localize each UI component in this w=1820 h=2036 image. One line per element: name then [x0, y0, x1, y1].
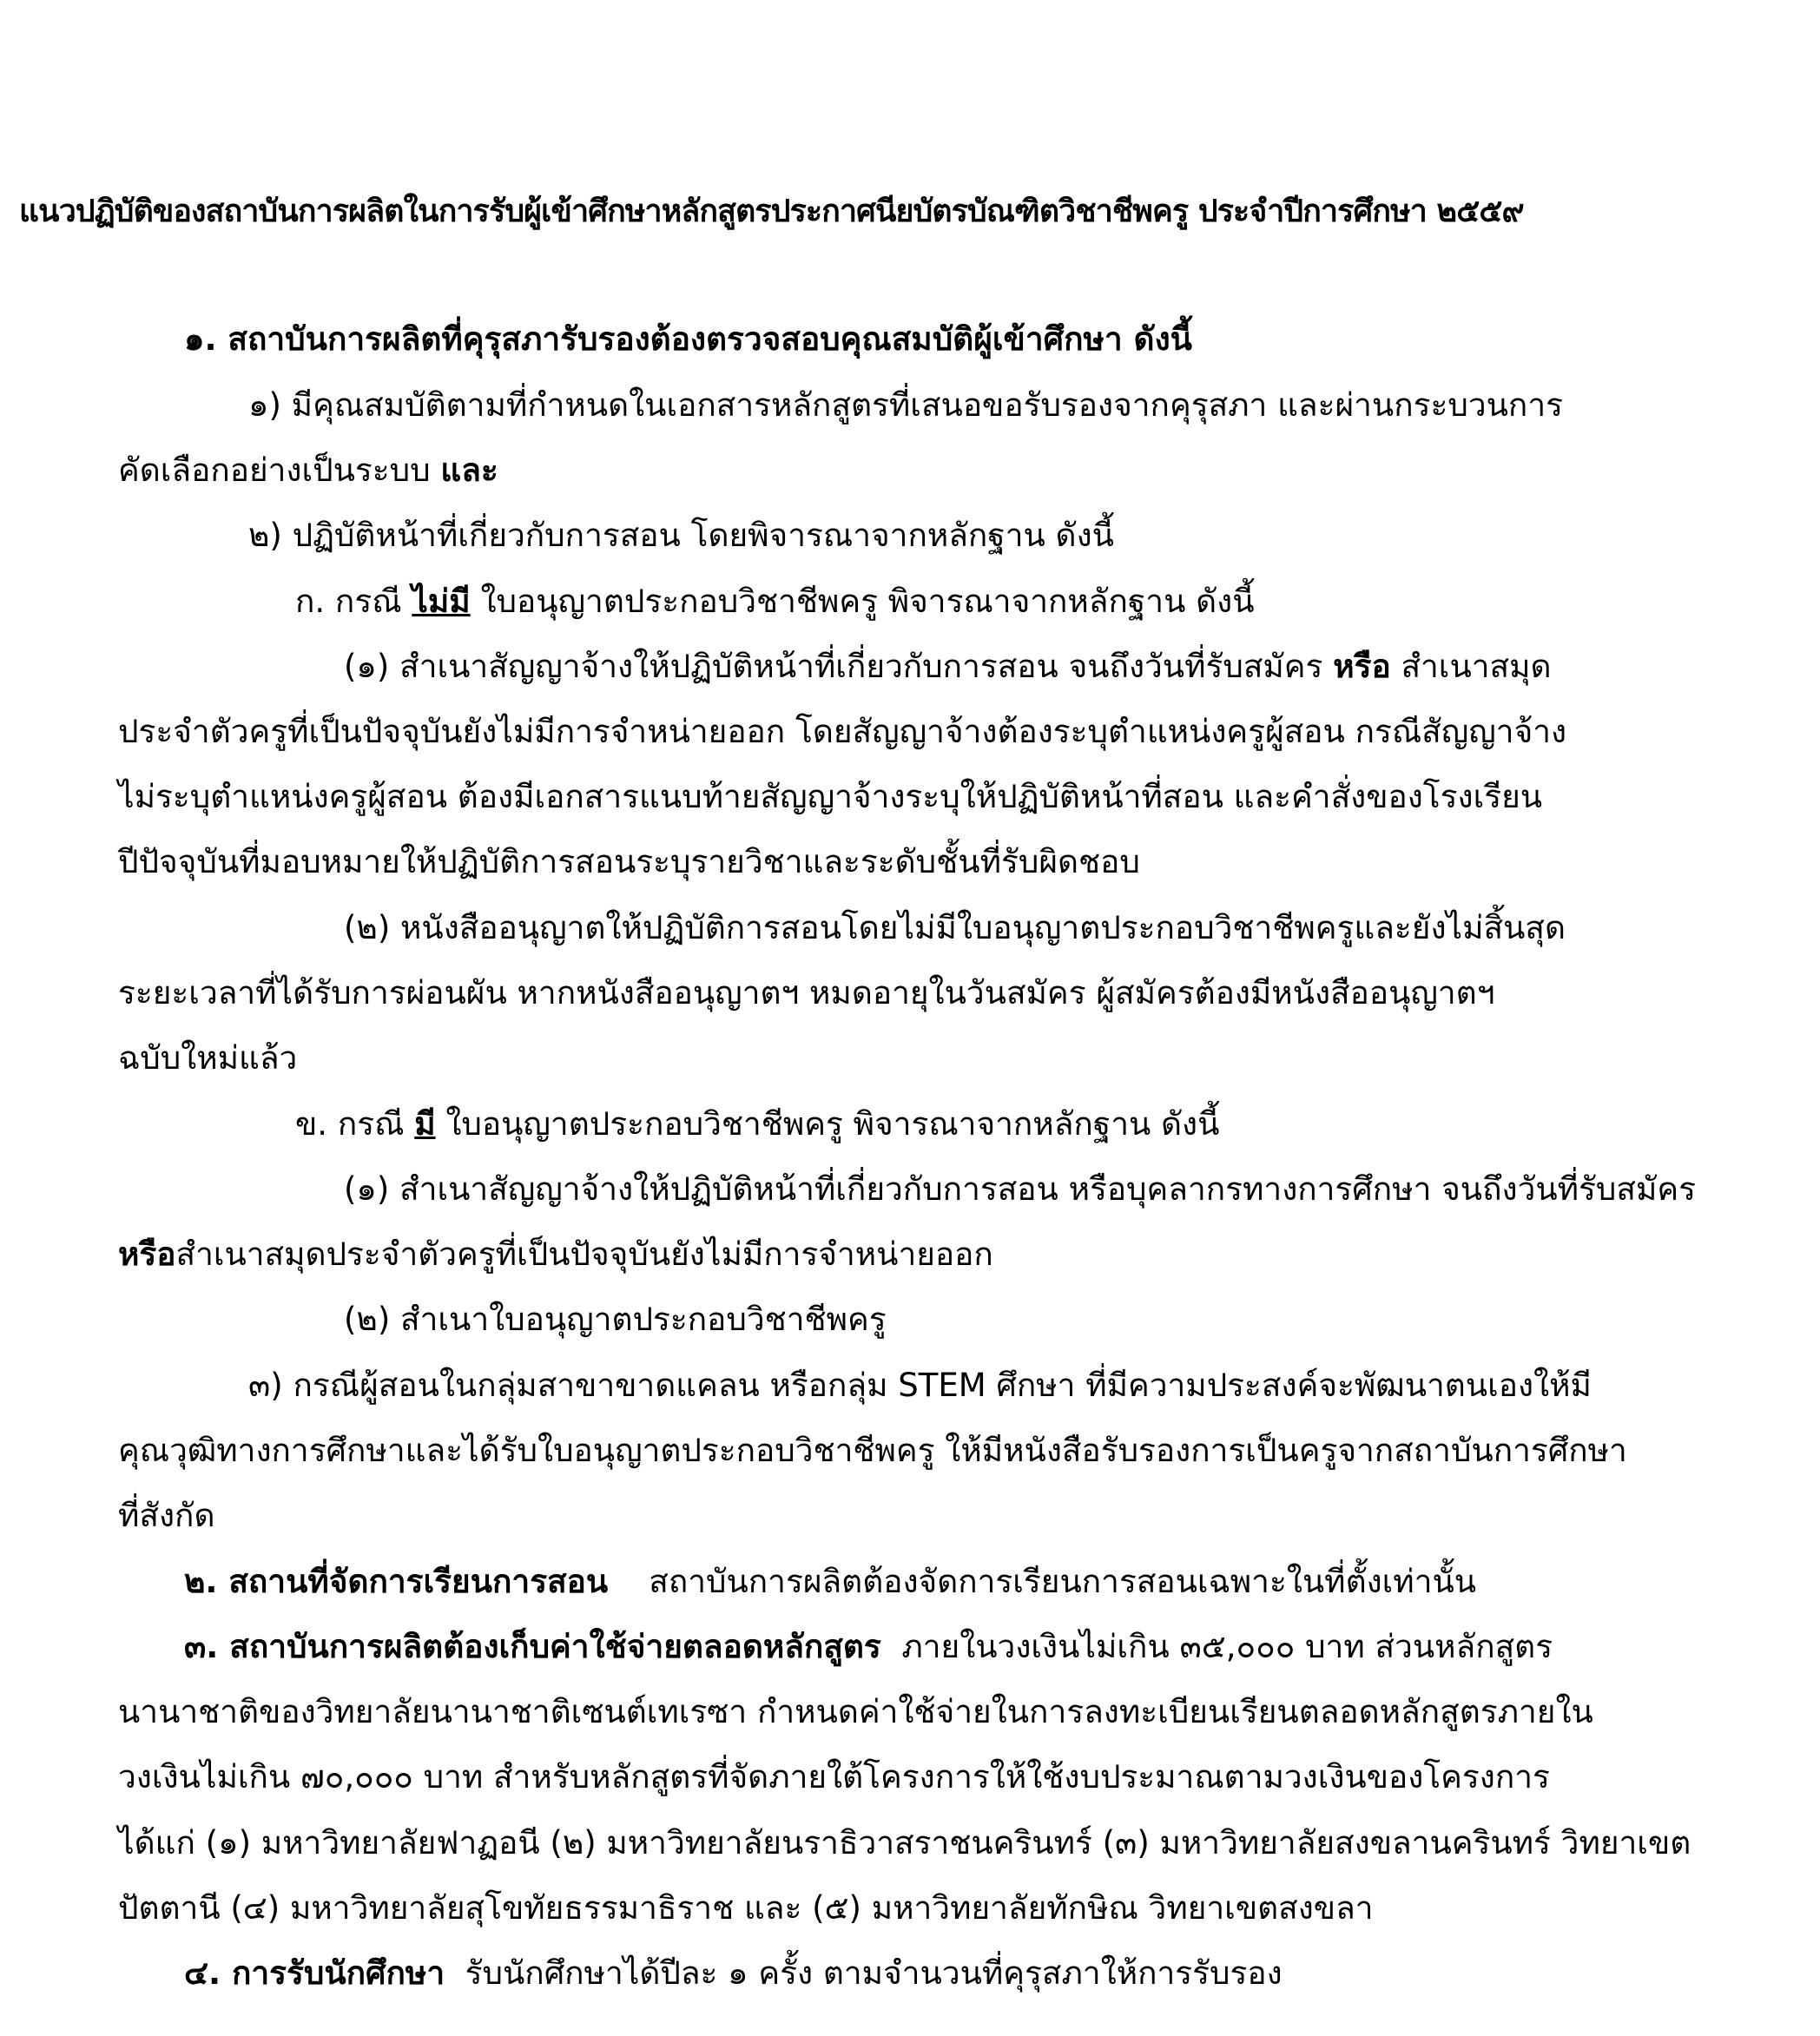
case-kho-1-text: สำเนาสมุดประจำตัวครูที่เป็นปัจจุบันยังไม่มีการจำหน่ายออก — [175, 1235, 993, 1273]
case-ka-suffix: ใบอนุญาตประกอบวิชาชีพครู พิจารณาจากหลักฐาน ดังนี้ — [470, 583, 1255, 620]
case-ka-1-line-1 — [344, 647, 1552, 687]
section-2-body: สถาบันการผลิตต้องจัดการเรียนการสอนเฉพาะในที่ตั้งเท่านั้น — [649, 1563, 1477, 1600]
case-ka-2-line-3: ฉบับใหม่แล้ว — [118, 1039, 298, 1077]
section-2 — [184, 1562, 1476, 1602]
section-3-line-2: นานาชาติของวิทยาลัยนานาชาติเซนต์เทเรซา กำหนดค่าใช้จ่ายในการลงทะเบียนเรียนตลอดหลักสูตรภายใน — [118, 1693, 1593, 1730]
section-4-body: รับนักศึกษาได้ปีละ ๑ ครั้ง ตามจำนวนที่คุรุสภาให้การรับรอง — [465, 1954, 1283, 1992]
section-4-heading: ๔. การรับนักศึกษา — [184, 1954, 445, 1992]
section-1-item-1-text: คัดเลือกอย่างเป็นระบบ — [118, 451, 431, 489]
section-3-text-1: ภายในวงเงินไม่เกิน ๓๕,๐๐๐ บาท ส่วนหลักสูตร — [901, 1628, 1553, 1665]
case-ka-1-text-b: สำเนาสมุด — [1390, 648, 1552, 685]
case-kho-prefix: ข. กรณี — [295, 1105, 415, 1143]
case-ka-prefix: ก. กรณี — [295, 583, 402, 620]
section-1-item-3-line-2: คุณวุฒิทางการศึกษาและได้รับใบอนุญาตประกอบวิชาชีพครู ให้มีหนังสือรับรองการเป็นครูจากสถาบันการศึกษา — [118, 1432, 1627, 1469]
section-3-heading: ๓. สถาบันการผลิตต้องเก็บค่าใช้จ่ายตลอดหลักสูตร — [184, 1628, 881, 1665]
section-1-case-ka — [295, 582, 1255, 622]
case-ka-1-line-2: ประจำตัวครูที่เป็นปัจจุบันยังไม่มีการจำหน่ายออก โดยสัญญาจ้างต้องระบุตำแหน่งครูผู้สอน กรณีสัญญาจ้าง — [118, 713, 1567, 750]
case-kho-suffix: ใบอนุญาตประกอบวิชาชีพครู พิจารณาจากหลักฐาน ดังนี้ — [435, 1105, 1220, 1143]
case-ka-keyword: ไม่มี — [412, 583, 471, 620]
case-kho-1-line-1: (๑) สำเนาสัญญาจ้างให้ปฏิบัติหน้าที่เกี่ยวกับการสอน หรือบุคลากรทางการศึกษา จนถึงวันที่รับสมัคร — [344, 1170, 1696, 1208]
section-3-line-3: วงเงินไม่เกิน ๗๐,๐๐๐ บาท สำหรับหลักสูตรที่จัดภายใต้โครงการให้ใช้งบประมาณตามวงเงินของโครงการ — [118, 1758, 1550, 1796]
section-1-heading: ๑. สถาบันการผลิตที่คุรุสภารับรองต้องตรวจสอบคุณสมบัติผู้เข้าศึกษา ดังนี้ — [184, 320, 1192, 358]
section-1-item-1-and: และ — [440, 451, 498, 489]
case-ka-2-line-2: ระยะเวลาที่ได้รับการผ่อนผัน หากหนังสืออนุญาตฯ หมดอายุในวันสมัคร ผู้สมัครต้องมีหนังสืออนุญาตฯ — [118, 974, 1495, 1011]
case-ka-1-text-a: (๑) สำเนาสัญญาจ้างให้ปฏิบัติหน้าที่เกี่ยวกับการสอน จนถึงวันที่รับสมัคร — [344, 648, 1334, 685]
case-ka-2-line-1: (๒) หนังสืออนุญาตให้ปฏิบัติการสอนโดยไม่มีใบอนุญาตประกอบวิชาชีพครูและยังไม่สิ้นสุด — [344, 909, 1566, 946]
section-1-item-1-line-1: ๑) มีคุณสมบัติตามที่กำหนดในเอกสารหลักสูตรที่เสนอขอรับรองจากคุรุสภา และผ่านกระบวนการ — [248, 386, 1563, 424]
section-1-case-kho — [295, 1104, 1219, 1144]
case-ka-1-line-3: ไม่ระบุตำแหน่งครูผู้สอน ต้องมีเอกสารแนบท้ายสัญญาจ้างระบุให้ปฏิบัติหน้าที่สอน และคำสั่งของโรงเรียน — [118, 778, 1543, 815]
case-kho-1-or: หรือ — [118, 1235, 176, 1273]
section-1-item-2: ๒) ปฏิบัติหน้าที่เกี่ยวกับการสอน โดยพิจารณาจากหลักฐาน ดังนี้ — [248, 517, 1114, 554]
section-1-item-3-line-3: ที่สังกัด — [118, 1497, 215, 1534]
section-4 — [184, 1954, 1283, 1993]
section-1-item-3-line-1: ๓) กรณีผู้สอนในกลุ่มสาขาขาดแคลน หรือกลุ่ม STEM ศึกษา ที่มีความประสงค์จะพัฒนาตนเองให้มี — [248, 1367, 1592, 1404]
section-3-line-1 — [184, 1627, 1553, 1667]
case-ka-1-or: หรือ — [1333, 648, 1391, 685]
section-2-heading: ๒. สถานที่จัดการเรียนการสอน — [184, 1563, 609, 1600]
section-3-line-4: ได้แก่ (๑) มหาวิทยาลัยฟาฏอนี (๒) มหาวิทยาลัยนราธิวาสราชนครินทร์ (๓) มหาวิทยาลัยสงขลานครินทร์ วิทยาเขต — [118, 1824, 1691, 1861]
case-kho-1-line-2 — [118, 1235, 993, 1275]
section-1-item-1-line-2 — [118, 451, 498, 491]
case-kho-keyword: มี — [414, 1105, 436, 1143]
section-3-line-5: ปัตตานี (๔) มหาวิทยาลัยสุโขทัยธรรมาธิราช และ (๕) มหาวิทยาลัยทักษิณ วิทยาเขตสงขลา — [118, 1889, 1374, 1927]
case-ka-1-line-4: ปีปัจจุบันที่มอบหมายให้ปฏิบัติการสอนระบุรายวิชาและระดับชั้นที่รับผิดชอบ — [118, 843, 1140, 880]
case-kho-2: (๒) สำเนาใบอนุญาตประกอบวิชาชีพครู — [344, 1301, 887, 1338]
document-title: แนวปฏิบัติของสถาบันการผลิตในการรับผู้เข้าศึกษาหลักสูตรประกาศนียบัตรบัณฑิตวิชาชีพครู ประจำปีการศึกษา ๒๕๕๙ — [19, 194, 1524, 229]
